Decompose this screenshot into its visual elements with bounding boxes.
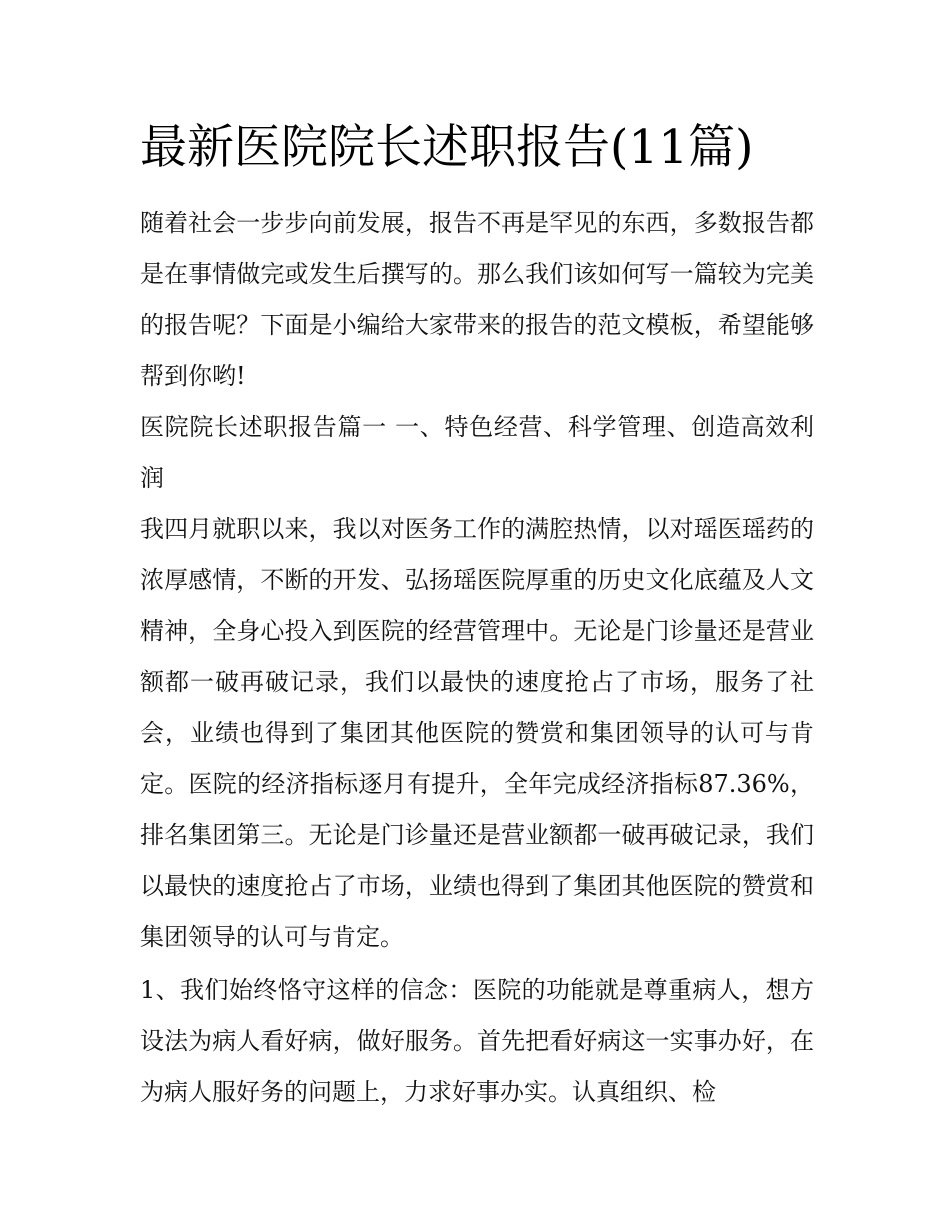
intro-paragraph: 随着社会一步步向前发展，报告不再是罕见的东西，多数报告都是在事情做完或发生后撰写的。那么我们该如何写一篇较为完美的报告呢？下面是小编给大家带来的报告的范文模板，希望能够帮到你哟!: [140, 209, 814, 390]
body-paragraph: 我四月就职以来，我以对医务工作的满腔热情，以对瑶医瑶药的浓厚感情，不断的开发、弘扬瑶医院厚重的历史文化底蕴及人文精神，全身心投入到医院的经营管理中。无论是门诊量还是营业额都一破再破记录，我们以最快的速度抢占了市场，服务了社会，业绩也得到了集团其他医院的赞赏和集团领导的认可与肯定。医院的经济指标逐月有提升，全年完成经济指标87.36%，排名集团第三。无论是门诊量还是营业额都一破再破记录，我们以最快的速度抢占了市场，业绩也得到了集团其他医院的赞赏和集团领导的认可与肯定。: [140, 515, 814, 951]
body-paragraph: 1、我们始终恪守这样的信念：医院的功能就是尊重病人，想方设法为病人看好病，做好服务。首先把看好病这一实事办好，在为病人服好务的问题上，力求好事办实。认真组织、检: [140, 976, 814, 1106]
section-heading: 医院院长述职报告篇一 一、特色经营、科学管理、创造高效利润: [140, 413, 814, 492]
document-title: 最新医院院长述职报告(11篇): [140, 120, 754, 175]
document-body: [140, 198, 814, 1118]
